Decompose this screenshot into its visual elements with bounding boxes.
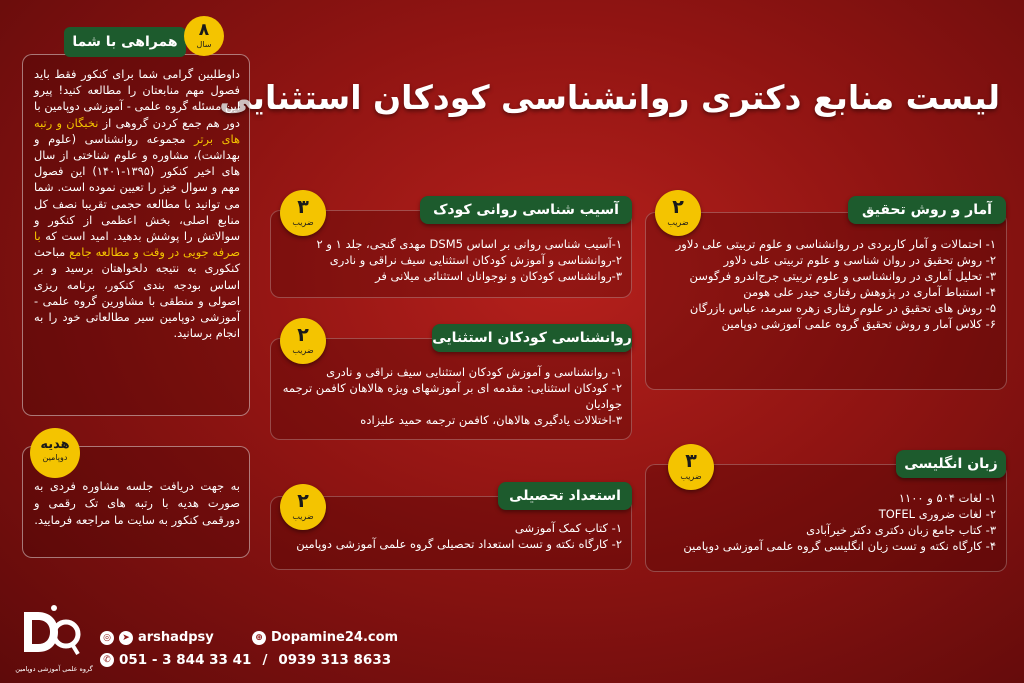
years-word: سال [196,40,212,49]
section-english-title: زبان انگلیسی [896,450,1006,478]
list-item: ۴- کارگاه نکته و تست زبان انگلیسی گروه علمی آموزشی دوپامین [683,539,996,553]
section-psychopathology-items [282,236,622,284]
gift-text: به جهت دریافت جلسه مشاوره فردی به صورت هدیه با رتبه های تک رقمی و دورقمی کنکور به سایت ما مراجعه فرمایید. [34,479,240,527]
coef-word: ضریب [680,472,702,481]
section-exceptional-items [282,364,622,428]
years-badge [184,16,224,56]
section-english-coef-badge [668,444,714,490]
intro-text-part3: مباحث کنکوری به نتیجه دلخواهتان برسید و بر اساس بودجه بندی کنکور، برنامه ریزی اصولی و منطقی با مشاورین گروه علمی - آموزشی دوپامین سیر مطالعاتی خود را به انجام برسانید. [34,245,240,341]
list-item: ۱- لغات ۵۰۴ و ۱۱۰۰ [898,491,996,505]
coef-word: ضریب [667,218,689,227]
section-stats-items [660,236,996,332]
globe-icon: ⊕ [252,631,266,645]
list-item: ۱-آسیب شناسی روانی بر اساس DSM5 مهدی گنجی، جلد ۱ و ۲ [316,237,622,251]
list-item: ۲- کودکان استثنایی: مقدمه ای بر آموزشهای ویژه هالاهان کافمن ترجمه جوادیان [282,381,622,411]
gift-badge [30,428,80,478]
coef-word: ضریب [292,346,314,355]
section-aptitude-title: استعداد تحصیلی [498,482,632,510]
list-item: ۶- کلاس آمار و روش تحقیق گروه علمی آموزشی دوپامین [721,317,996,331]
coef-word: ضریب [292,512,314,521]
years-number: ۸ [198,20,210,40]
intro-text-part2: مجموعه روانشناسی (علوم و بهداشت)، مشاوره و علوم شناختی از سال های اخیر کنکور (۱۳۹۵-۱۴۰۱) این فصول مهم و سوال خیز را تعیین نموده است. شما می توانید با مطالعه حجمی تقریبا نصف کل منابع اصلی، بخش اعظمی از کنکور و سوالاتش را پوشش بدهید. امید است که [34,131,240,244]
website-text: Dopamine24.com [271,630,399,645]
section-psychopathology-coef-badge [280,190,326,236]
list-item: ۴- استنباط آماری در پژوهش رفتاری حیدر علی هومن [743,285,996,299]
section-english-items [660,490,996,554]
coef-number: ۲ [672,196,684,218]
coef-number: ۳ [297,196,309,218]
intro-text [34,66,240,406]
list-item: ۲-روانشناسی و آموزش کودکان استثنایی سیف نراقی و نادری [329,253,622,267]
section-exceptional-title: روانشناسی کودکان استثنایی [432,324,632,352]
list-item: ۱- کتاب کمک آموزشی [514,521,622,535]
list-item: ۳- تحلیل آماری در روانشناسی و علوم تربیتی جرج‌اندرو فرگوسن [689,269,996,283]
intro-highlight-2: با صرفه جویی در وقت و مطالعه جامع [34,229,240,260]
phone-numbers [100,652,391,668]
list-item: ۲- کارگاه نکته و تست استعداد تحصیلی گروه علمی آموزشی دوپامین [296,537,622,551]
gift-badge-title: هدیه [40,437,70,452]
website-link[interactable] [252,630,398,645]
coef-number: ۲ [297,490,309,512]
page-title: لیست منابع دکتری روانشناسی کودکان استثنایی [219,78,1000,117]
intro-header: همراهی با شما [64,27,186,57]
intro-highlight-1: نخبگان و رتبه های برتر [34,115,240,146]
section-stats-title: آمار و روش تحقیق [848,196,1006,224]
phone-icon: ✆ [100,653,114,667]
list-item: ۲- لغات ضروری TOFEL [878,507,996,521]
gift-badge-sub: دوپامین [42,453,68,462]
list-item: ۲- روش تحقیق در روان شناسی و علوم تربیتی علی دلاور [723,253,996,267]
coef-word: ضریب [292,218,314,227]
dopamine-logo [14,600,84,670]
list-item: ۳- کتاب جامع زبان دکتری دکتر خیرآبادی [806,523,996,537]
phone-separator: / [262,652,268,668]
telegram-icon: ➤ [119,631,133,645]
intro-text-part1: داوطلبین گرامی شما برای کنکور فقط باید فصول مهم منابعتان را مطالعه کنید! پیرو این مسئله گروه علمی - آموزشی دوپامین با دور هم جمع کردن گروهی از [34,67,240,130]
list-item: ۵- روش های تحقیق در علوم رفتاری زهره سرمد، عباس بازرگان [689,301,996,315]
section-stats-coef-badge [655,190,701,236]
list-item: ۳-روانشناسی کودکان و نوجوانان استثنائی میلانی فر [375,269,622,283]
list-item: ۱- روانشناسی و آموزش کودکان استثنایی سیف نراقی و نادری [326,365,622,379]
section-psychopathology-title: آسیب شناسی روانی کودک [420,196,632,224]
list-item: ۱- احتمالات و آمار کاربردی در روانشناسی و علوم تربیتی علی دلاور [675,237,996,251]
coef-number: ۲ [297,324,309,346]
phone-2[interactable]: 0939 313 8633 [278,652,392,668]
section-aptitude-items [282,520,622,552]
list-item: ۳-اختلالات یادگیری هالاهان، کافمن ترجمه حمید علیزاده [360,413,622,427]
section-exceptional-coef-badge [280,318,326,364]
instagram-icon: ◎ [100,631,114,645]
logo-caption: گروه علمی آموزشی دوپامین [15,665,93,673]
coef-number: ۳ [685,450,697,472]
instagram-text: arshadpsy [138,630,214,645]
instagram-handle[interactable] [100,630,214,645]
phone-1[interactable]: 051 - 3 844 33 41 [119,652,252,668]
